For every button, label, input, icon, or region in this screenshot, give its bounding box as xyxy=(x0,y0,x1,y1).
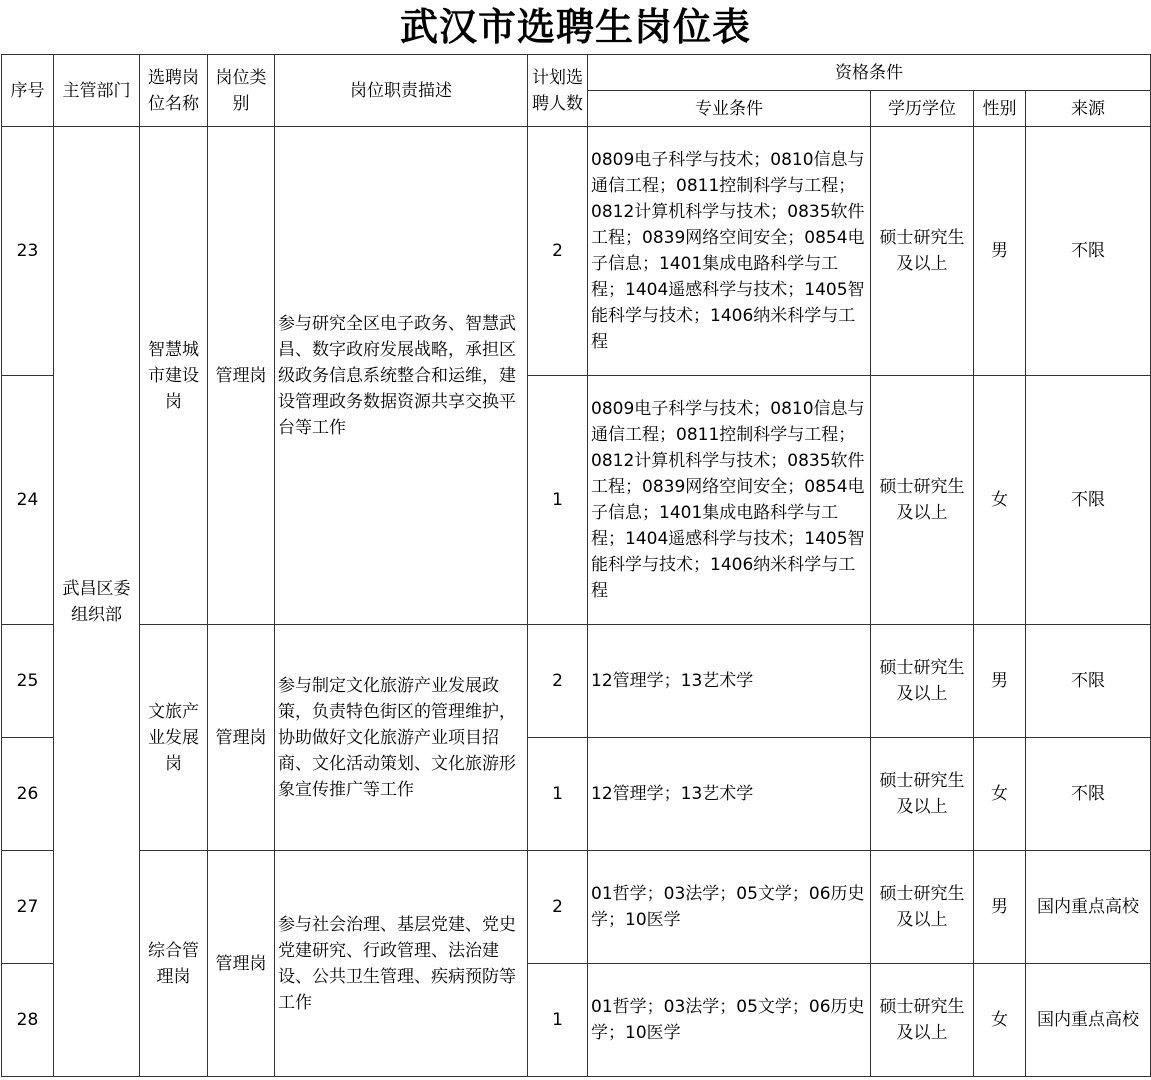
source-cell: 不限 xyxy=(1026,625,1151,738)
seq-cell: 23 xyxy=(2,127,54,376)
education-cell: 硕士研究生及以上 xyxy=(871,625,974,738)
position-name-cell: 智慧城市建设岗 xyxy=(140,127,208,625)
header-major: 专业条件 xyxy=(588,91,871,127)
description-cell: 参与研究全区电子政务、智慧武昌、数字政府发展战略，承担区级政务信息系统整合和运维，建设管理政务数据资源共享交换平台等工作 xyxy=(275,127,528,625)
education-cell: 硕士研究生及以上 xyxy=(871,738,974,851)
count-cell: 1 xyxy=(528,738,588,851)
department-cell: 武昌区委组织部 xyxy=(54,127,140,1077)
seq-cell: 26 xyxy=(2,738,54,851)
description-cell: 参与制定文化旅游产业发展政策，负责特色街区的管理维护，协助做好文化旅游产业项目招商、文化活动策划、文化旅游形象宣传推广等工作 xyxy=(275,625,528,851)
major-cell: 12管理学；13艺术学 xyxy=(588,738,871,851)
major-cell: 12管理学；13艺术学 xyxy=(588,625,871,738)
header-gender: 性别 xyxy=(974,91,1026,127)
table-row xyxy=(2,127,1151,376)
education-cell: 硕士研究生及以上 xyxy=(871,964,974,1077)
seq-cell: 27 xyxy=(2,851,54,964)
source-cell: 国内重点高校 xyxy=(1026,964,1151,1077)
header-row-1 xyxy=(2,55,1151,91)
gender-cell: 女 xyxy=(974,738,1026,851)
position-type-cell: 管理岗 xyxy=(208,625,275,851)
source-cell: 国内重点高校 xyxy=(1026,851,1151,964)
count-cell: 1 xyxy=(528,964,588,1077)
page-title: 武汉市选聘生岗位表 xyxy=(399,5,751,49)
major-cell: 0809电子科学与技术；0810信息与通信工程；0811控制科学与工程；0812计算机科学与技术；0835软件工程；0839网络空间安全；0854电子信息；1401集成电路科学与工程；1404遥感科学与技术；1405智能科学与技术；1406纳米科学与工程 xyxy=(588,376,871,625)
header-qualifications: 资格条件 xyxy=(588,55,1151,91)
source-cell: 不限 xyxy=(1026,376,1151,625)
count-cell: 2 xyxy=(528,127,588,376)
header-position-type: 岗位类别 xyxy=(208,55,275,127)
major-cell: 01哲学；03法学；05文学；06历史学；10医学 xyxy=(588,851,871,964)
source-cell: 不限 xyxy=(1026,738,1151,851)
position-type-cell: 管理岗 xyxy=(208,127,275,625)
description-cell: 参与社会治理、基层党建、党史党建研究、行政管理、法治建设、公共卫生管理、疾病预防等工作 xyxy=(275,851,528,1077)
seq-cell: 28 xyxy=(2,964,54,1077)
header-seq: 序号 xyxy=(2,55,54,127)
header-position-name: 选聘岗位名称 xyxy=(140,55,208,127)
position-name-cell: 文旅产业发展岗 xyxy=(140,625,208,851)
table-row xyxy=(2,625,1151,738)
position-name-cell: 综合管理岗 xyxy=(140,851,208,1077)
table-row xyxy=(2,851,1151,964)
header-count: 计划选聘人数 xyxy=(528,55,588,127)
gender-cell: 男 xyxy=(974,851,1026,964)
seq-cell: 25 xyxy=(2,625,54,738)
gender-cell: 女 xyxy=(974,376,1026,625)
source-cell: 不限 xyxy=(1026,127,1151,376)
positions-table xyxy=(1,54,1151,1077)
position-type-cell: 管理岗 xyxy=(208,851,275,1077)
header-source: 来源 xyxy=(1026,91,1151,127)
education-cell: 硕士研究生及以上 xyxy=(871,851,974,964)
gender-cell: 男 xyxy=(974,127,1026,376)
count-cell: 2 xyxy=(528,851,588,964)
gender-cell: 女 xyxy=(974,964,1026,1077)
major-cell: 0809电子科学与技术；0810信息与通信工程；0811控制科学与工程；0812计算机科学与技术；0835软件工程；0839网络空间安全；0854电子信息；1401集成电路科学与工程；1404遥感科学与技术；1405智能科学与技术；1406纳米科学与工程 xyxy=(588,127,871,376)
education-cell: 硕士研究生及以上 xyxy=(871,127,974,376)
education-cell: 硕士研究生及以上 xyxy=(871,376,974,625)
seq-cell: 24 xyxy=(2,376,54,625)
major-cell: 01哲学；03法学；05文学；06历史学；10医学 xyxy=(588,964,871,1077)
header-education: 学历学位 xyxy=(871,91,974,127)
gender-cell: 男 xyxy=(974,625,1026,738)
header-dept: 主管部门 xyxy=(54,55,140,127)
count-cell: 2 xyxy=(528,625,588,738)
header-description: 岗位职责描述 xyxy=(275,55,528,127)
count-cell: 1 xyxy=(528,376,588,625)
